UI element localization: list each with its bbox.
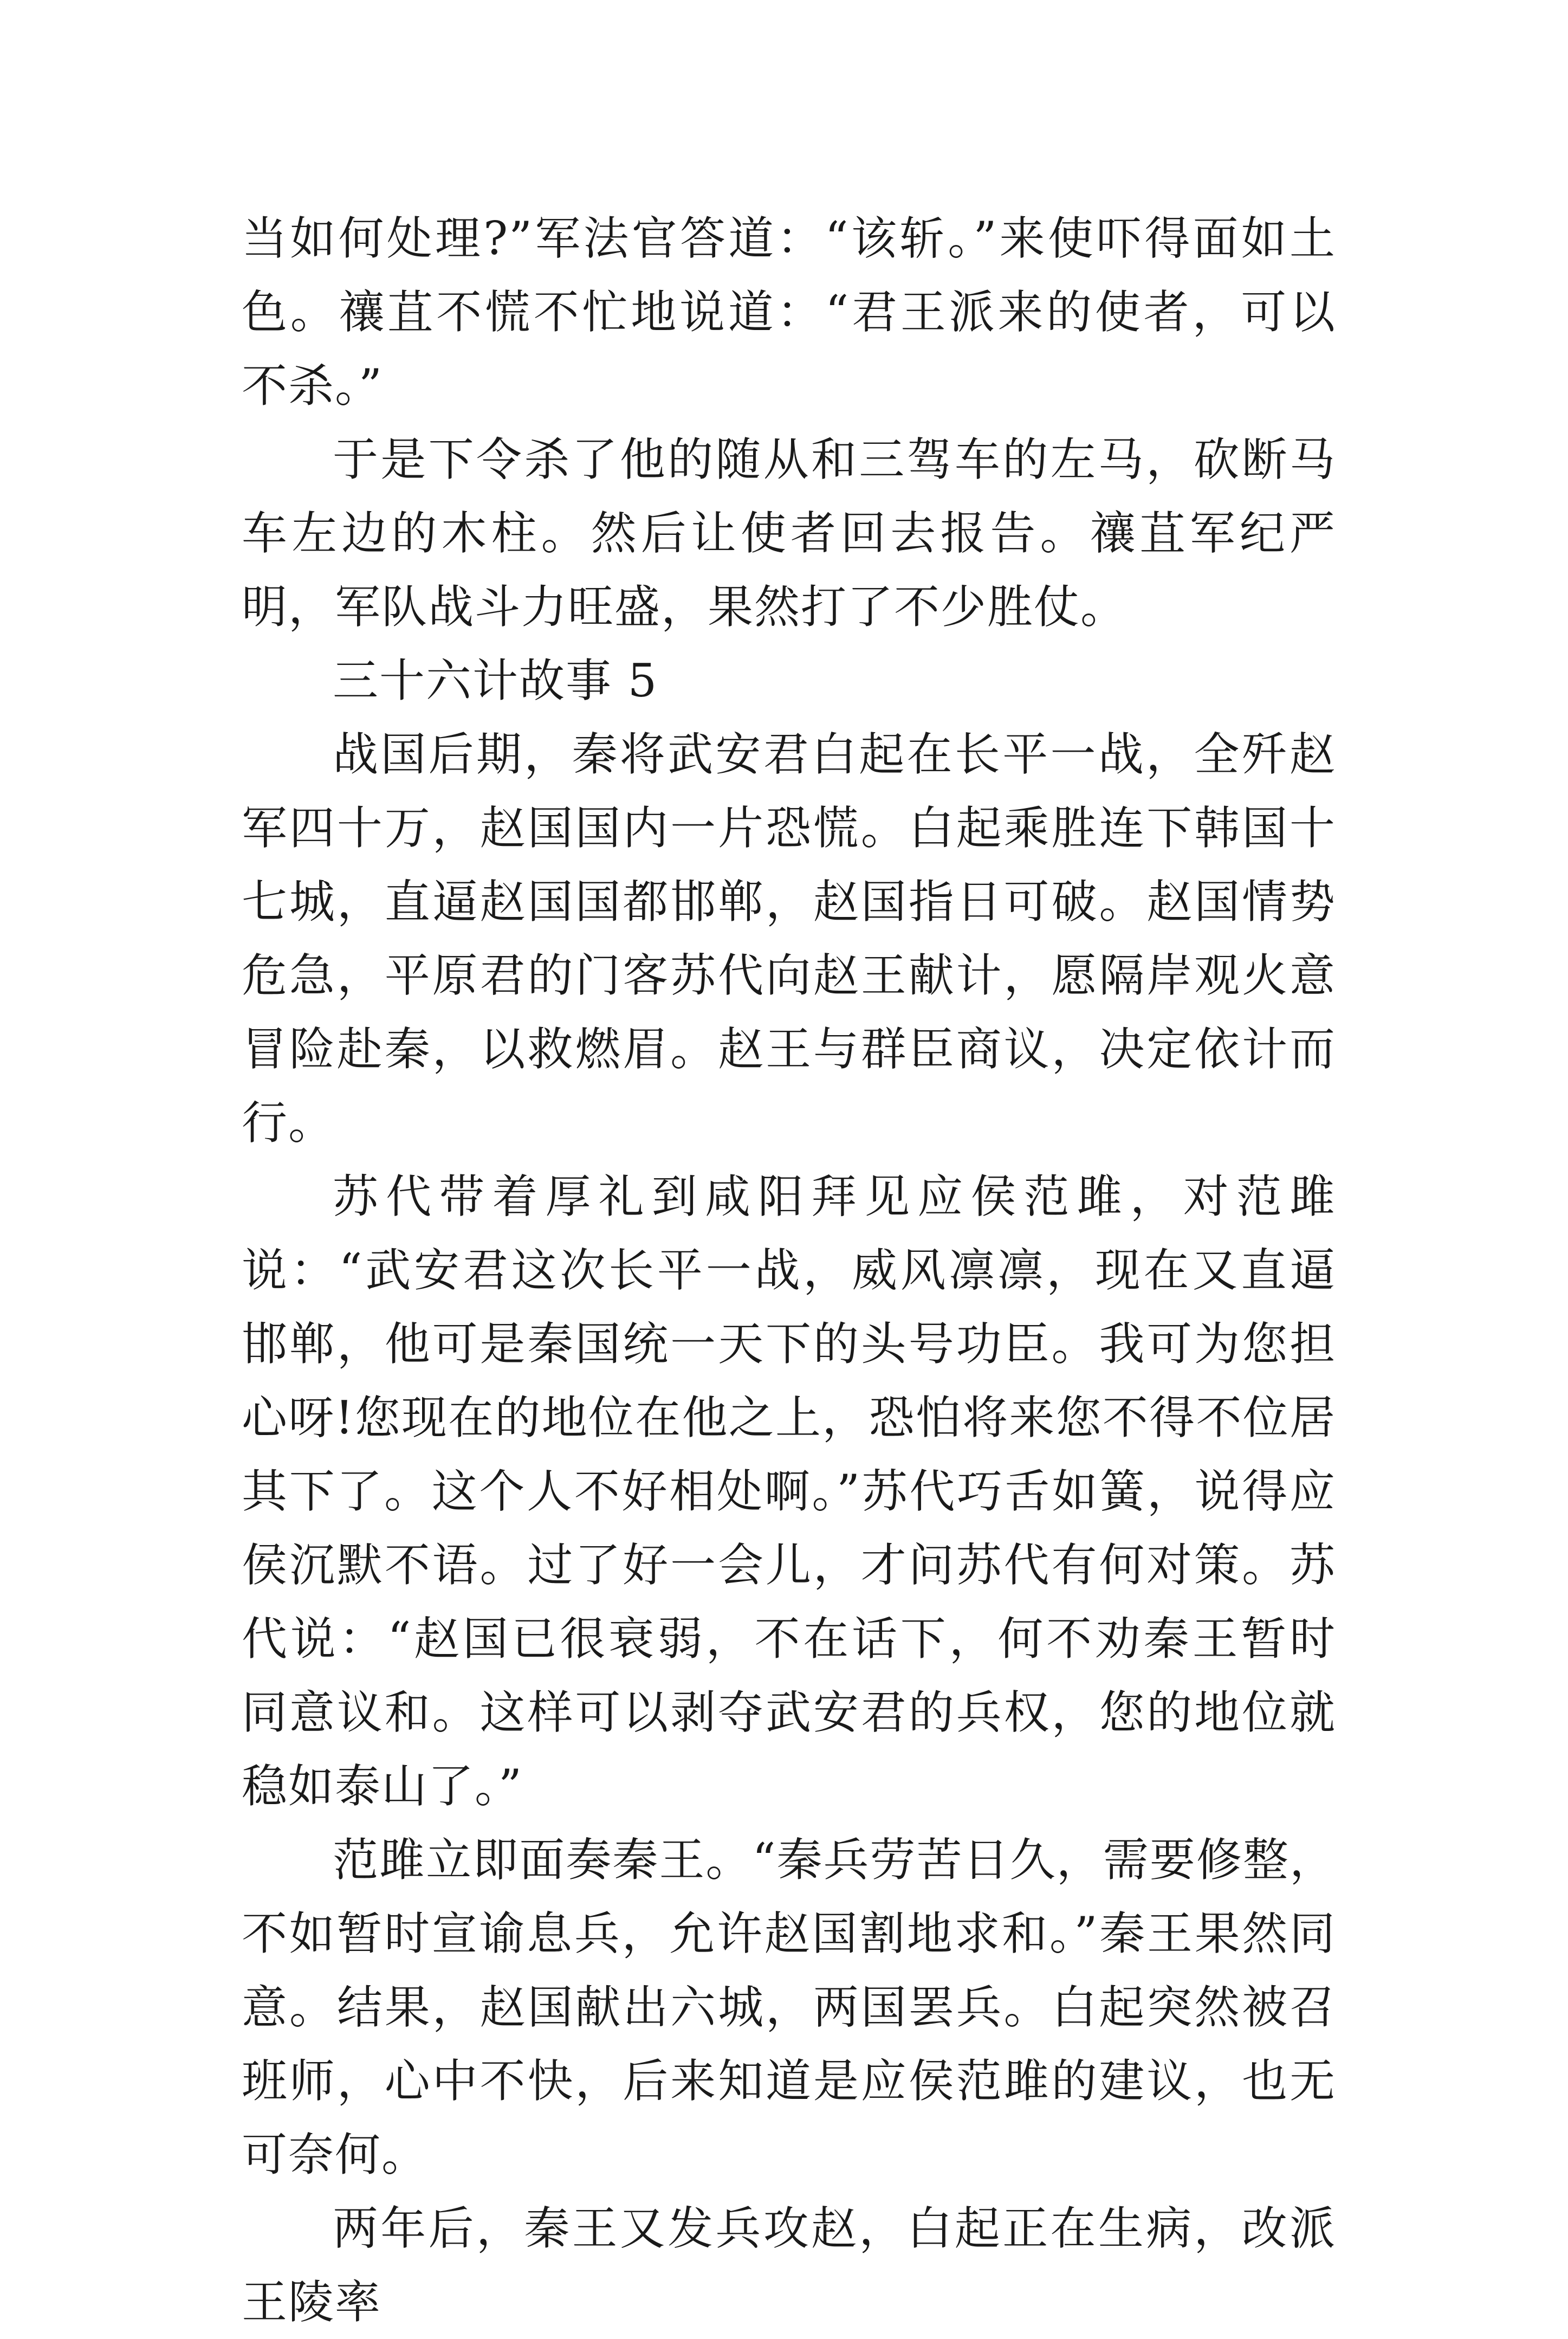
paragraph-5: 范雎立即面奏秦王。“秦兵劳苦日久，需要修整，不如暂时宣谕息兵，允许赵国割地求和。”秦王果然同意。结果，赵国献出六城，两国罢兵。白起突然被召班师，心中不快，后来知道是应侯范雎的建议，也无可奈何。 [242, 1833, 1336, 2181]
paragraph-6: 两年后，秦王又发兵攻赵，白起正在生病，改派王陵率 [242, 2202, 1336, 2329]
paragraph-1: 当如何处理?”军法官答道：“该斩。”来使吓得面如土色。禳苴不慌不忙地说道：“君王派来的使者，可以不杀。” [242, 212, 1336, 412]
section-heading: 三十六计故事 5 [333, 654, 658, 707]
paragraph-3: 战国后期，秦将武安君白起在长平一战，全歼赵军四十万，赵国国内一片恐慌。白起乘胜连下韩国十七城，直逼赵国国都邯郸，赵国指日可破。赵国情势危急，平原君的门客苏代向赵王献计，愿隔岸观火意冒险赴秦，以救燃眉。赵王与群臣商议，决定依计而行。 [242, 728, 1336, 1149]
paragraph-4: 苏代带着厚礼到咸阳拜见应侯范雎，对范雎说：“武安君这次长平一战，威风凛凛，现在又直逼邯郸，他可是秦国统一天下的头号功臣。我可为您担心呀!您现在的地位在他之上，恐怕将来您不得不位居其下了。这个人不好相处啊。”苏代巧舌如簧，说得应侯沉默不语。过了好一会儿，才问苏代有何对策。苏代说：“赵国已很衰弱，不在话下，何不劝秦王暂时同意议和。这样可以剥夺武安君的兵权，您的地位就稳如泰山了。” [242, 1170, 1336, 1813]
paragraph-2: 于是下令杀了他的随从和三驾车的左马，砍断马车左边的木柱。然后让使者回去报告。禳苴军纪严明，军队战斗力旺盛，果然打了不少胜仗。 [242, 433, 1336, 634]
document-body [242, 202, 1336, 2339]
